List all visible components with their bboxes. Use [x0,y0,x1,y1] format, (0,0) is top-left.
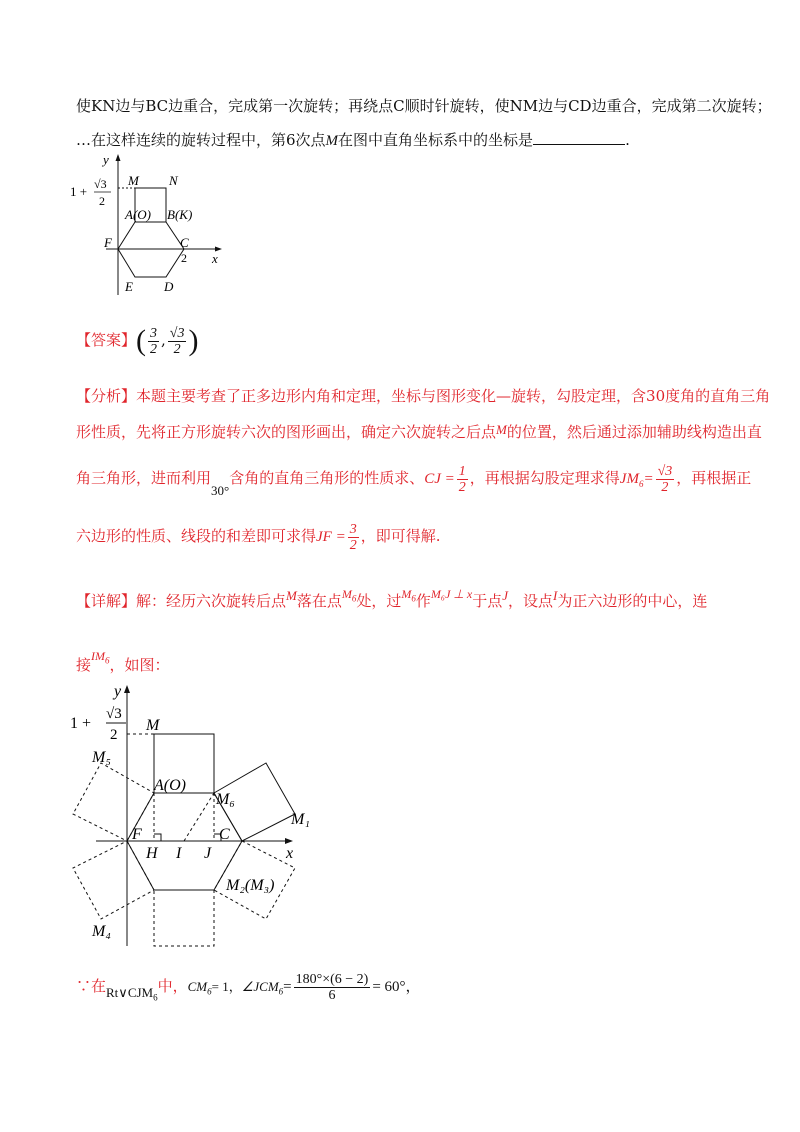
question-end: . [625,131,630,149]
answer-tag: 【答案】 [76,331,137,349]
fig1-ytick-num: √3 [94,177,107,191]
fig2-label-m5: M₅ [92,749,111,766]
fig1-label-a: A(O) [125,207,151,222]
answer-blank [533,130,625,145]
analysis-tag: 【分析】 [76,387,137,405]
fig1-label-2: 2 [181,251,187,265]
figure-2-rotation [66,676,326,956]
fig2-label-m6: M₆ [216,791,235,808]
question-text-1: 使KN边与BC边重合，完成第一次旋转；再绕点C顺时针旋转，使NM边与CD边重合，完成第二次旋转； [76,97,772,115]
fig2-ytick-den: 2 [110,727,118,743]
fig1-label-m: M [128,173,139,188]
detail-tag: 【详解】 [76,592,137,610]
question-text-2: …在这样连续的旋转过程中，第6次点 [76,131,326,149]
figure-1-hexagon [66,150,236,300]
fig2-ytick-one: 1 + [70,715,92,732]
fig2-label-i: I [176,845,182,862]
fig2-label-m2: M₂(M₃) [226,877,275,894]
fig1-ytick-one: 1 + [70,184,88,199]
answer-comma: , [161,331,166,349]
fig1-label-n: N [169,173,178,188]
answer-y: $\frac{√3}{2}$ [169,325,185,357]
fig1-label-d: D [164,279,174,294]
fig2-label-m4: M₄ [92,923,111,940]
fig2-label-m: M [146,717,160,734]
fig2-label-j: J [204,845,212,862]
fig2-label-m1: M₁ [291,811,310,828]
answer-x: $\frac{3}{2}$ [150,325,158,357]
question-line-1 [76,96,772,116]
analysis-line-3: 角三角形，进而利用30°含角的直角三角形的性质求、CJ = $\frac{1}{2}$ ，再根据勾股定理求得$JM_6=$ $\frac{√3}{2}$ ，再根据正 [76,463,752,498]
fig2-y-label: y [114,683,122,700]
question-line-2 [76,130,630,151]
fig2-label-c: C [219,826,230,843]
bottom-line: ∵在$Rt\vee CJM_6$中，$CM_6= 1$，$\angle JCM_6=$ $\frac{180^\circ\times(6 - 2)}{6}$ = 60°， [76,971,421,1003]
fig2-label-f: F [132,826,142,843]
fig2-ytick-num: √3 [106,706,122,722]
question-text-3: 在图中直角坐标系中的坐标是 [338,131,534,149]
fig1-label-b: B(K) [167,207,193,222]
point-m: M [325,133,339,149]
fig1-x-label: x [212,251,218,266]
detail-line-1: 【详解】解：经历六次旋转后点M落在点$^{M_6}$处，过$^{M_6}$作$^{M_6J \perp x}$于点J，设点I为正六边形的中心，连 [76,587,708,610]
fig1-label-e: E [125,279,133,294]
fig1-label-f: F [104,235,112,250]
fig2-label-a: A(O) [154,777,186,794]
fig1-ytick-den: 2 [99,194,105,208]
fig2-label-h: H [146,845,158,862]
detail-line-2: 接$^{IM_6}$，如图： [76,649,170,674]
answer-row: 【答案】( $\frac{3}{2}$ , $\frac{√3}{2}$ ) [76,324,199,357]
analysis-line-4: 六边形的性质、线段的和差即可求得JF = $\frac{3}{2}$ ，即可得解. [76,521,441,553]
fig1-y-label: y [103,152,109,167]
fig1-label-c: C [180,235,189,250]
analysis-line-1: 【分析】本题主要考查了正多边形内角和定理，坐标与图形变化—旋转，勾股定理，含30度角的直角三角 [76,387,771,405]
analysis-line-2: 形性质，先将正方形旋转六次的图形画出，确定六次旋转之后点M的位置，然后通过添加辅助线构造出直 [76,422,762,441]
fig2-x-label: x [286,845,294,862]
